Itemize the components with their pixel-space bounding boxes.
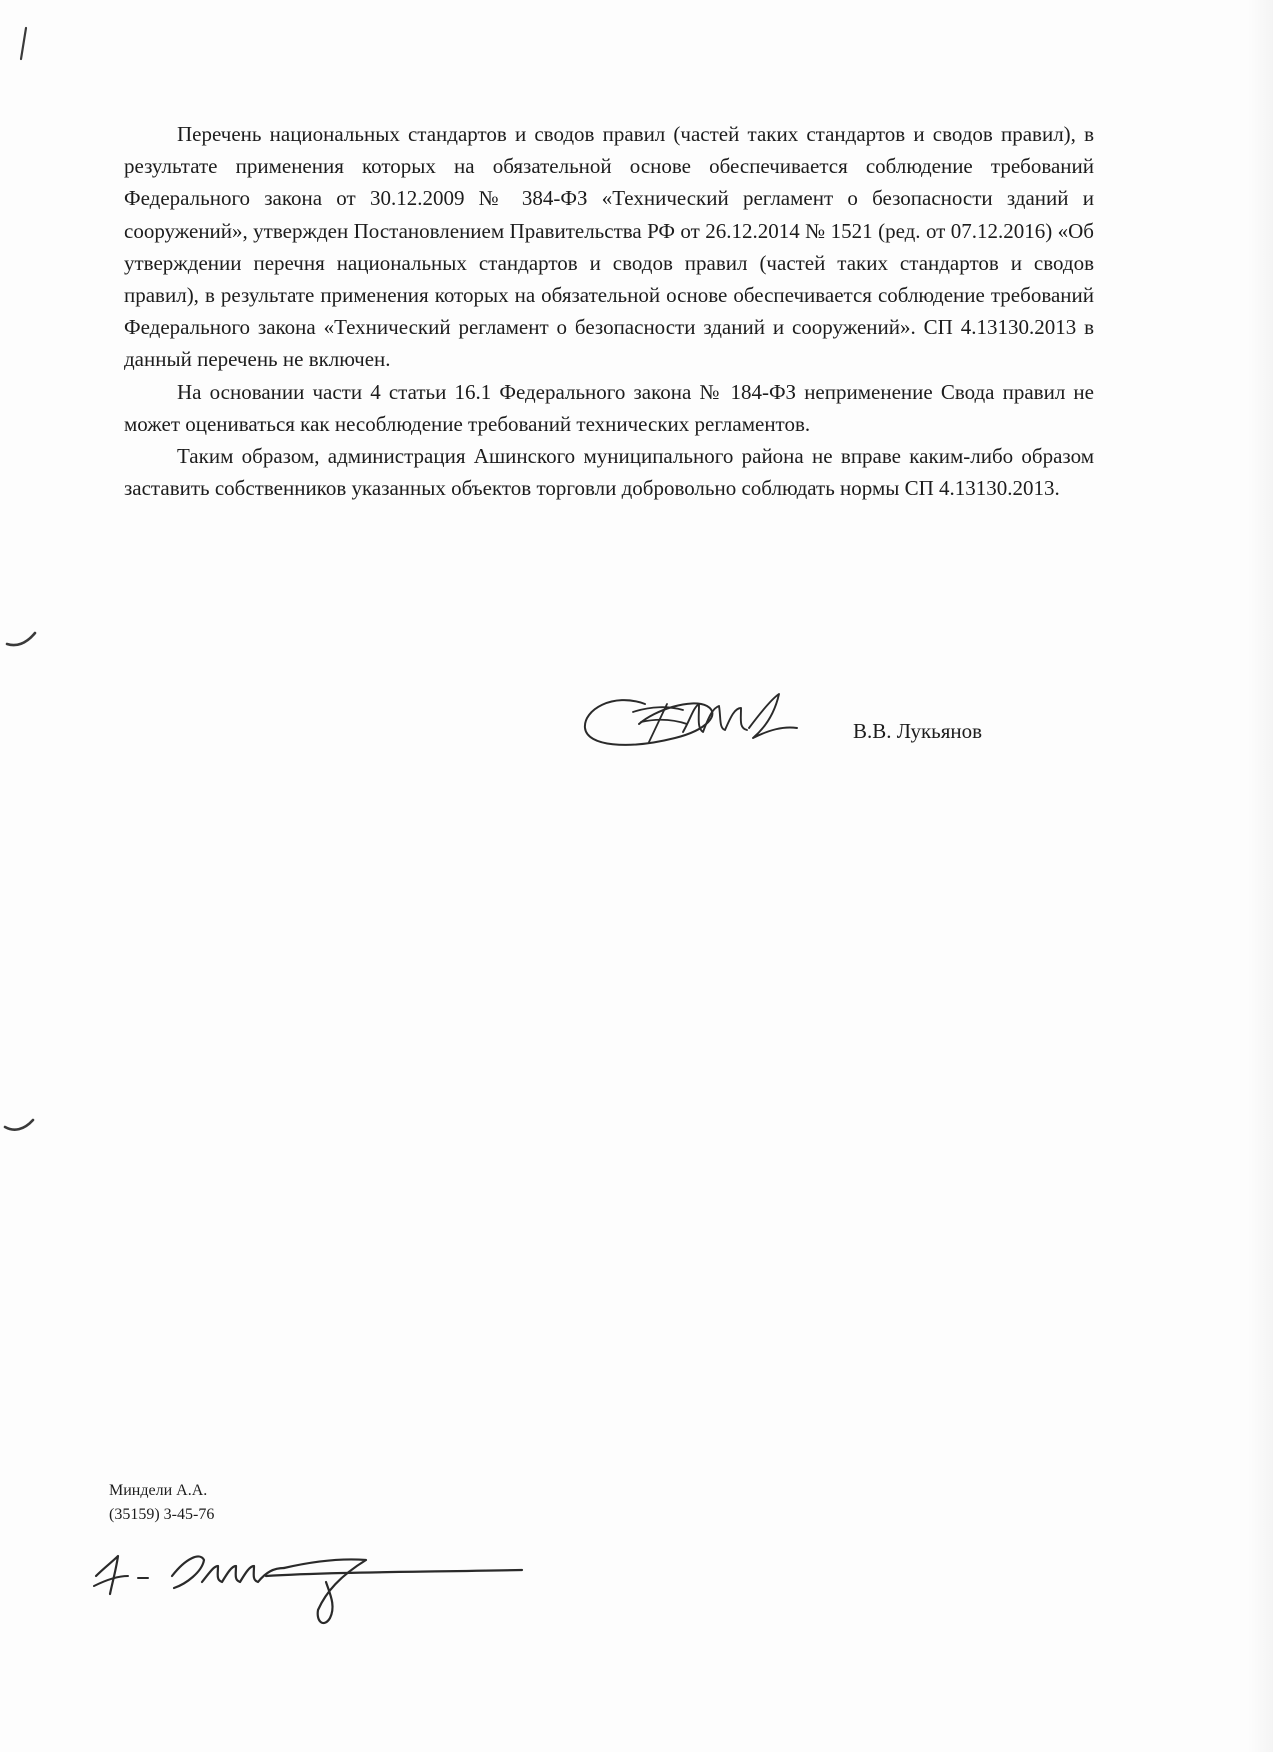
scan-mark-middle: [4, 628, 38, 652]
scan-mark-top: [14, 26, 34, 62]
letter-body: [124, 118, 1094, 504]
scan-mark-lower: [2, 1114, 36, 1138]
executor-phone: (35159) 3-45-76: [109, 1506, 215, 1523]
executor-block: [109, 1479, 214, 1527]
executor-name: Миндели А.А.: [109, 1482, 208, 1499]
scan-shadow: [1247, 0, 1273, 1752]
paragraph-conclusion: Таким образом, администрация Ашинского муниципального района не вправе каким-либо образом заставить собственников указанных объектов торговли добровольно соблюдать нормы СП 4.13130.2013.: [124, 444, 1094, 501]
signature-head: [575, 668, 815, 768]
paragraph-legal-basis: На основании части 4 статьи 16.1 Федерального закона № 184-ФЗ неприменение Свода правил не может оцениваться как несоблюдение требований технических регламентов.: [124, 379, 1094, 436]
signature-executor: [90, 1536, 540, 1646]
signatory-name: В.В. Лукьянов: [853, 719, 983, 743]
paragraph-standards-list: Перечень национальных стандартов и сводов правил (частей таких стандартов и сводов правил), в результате применения которых на обязательной основе обеспечивается соблюдение требований Федерального закона от 30.12.2009 № 384-ФЗ «Технический регламент о безопасности зданий и сооружений», утвержден Постановлением Правительства РФ от 26.12.2014 № 1521 (ред. от 07.12.2016) «Об утверждении перечня национальных стандартов и сводов правил (частей таких стандартов и сводов правил), в результате применения которых на обязательной основе обеспечивается соблюдение требований Федерального закона «Технический регламент о безопасности зданий и сооружений». СП 4.13130.2013 в данный перечень не включен.: [124, 122, 1094, 372]
